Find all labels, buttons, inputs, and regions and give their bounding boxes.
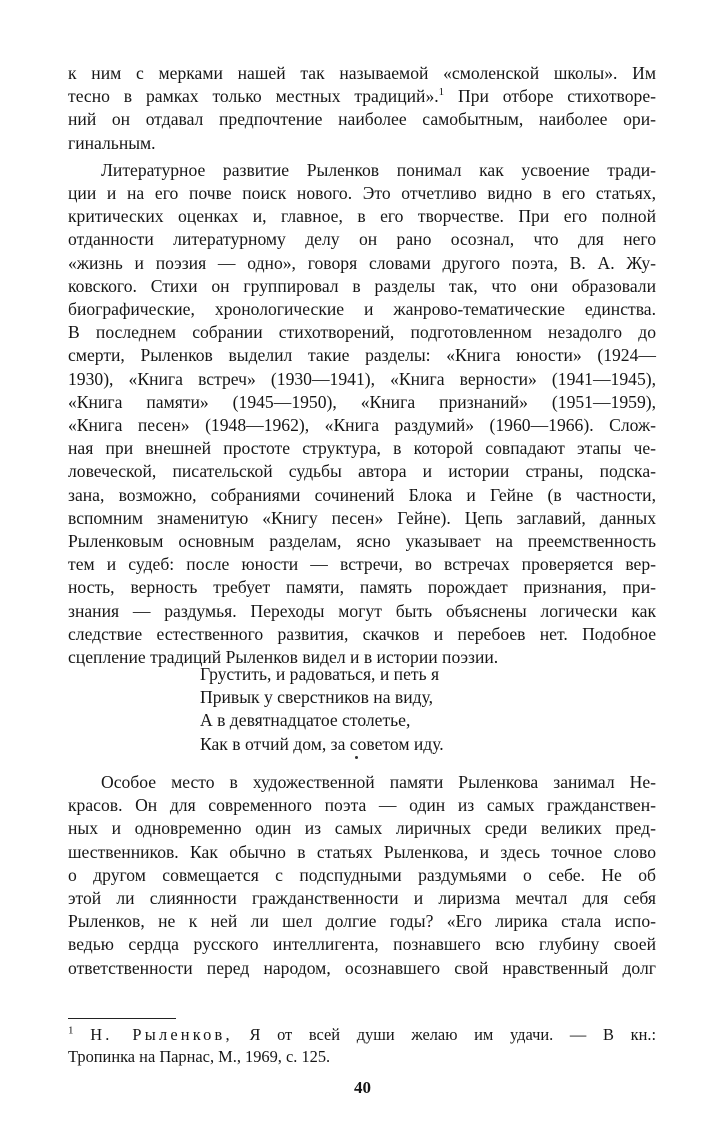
text-line: шественников. Как обычно в статьях Рыленкова, и здесь точное слово [68,841,656,862]
text-line: о другом совмещается с подспудными раздумьями о себе. Не об [68,864,656,885]
text-line: В последнем собрании стихотворений, подготовленном незадолго до [68,322,656,343]
text-line: ний он отдавал предпочтение наиболее самобытным, наиболее ори- [68,109,656,130]
poem-quote [200,663,444,756]
text-line: Особое место в художественной памяти Рыленкова занимал Не- [101,772,656,792]
paragraph-1 [68,62,656,155]
text-line: «Книга песен» (1948—1962), «Книга раздумий» (1960—1966). Слож- [68,415,656,436]
text-line: ответственности перед народом, осознавшего свой нравственный долг [68,957,656,978]
text-line: «жизнь и поэзия — одно», говоря словами другого поэта, В. А. Жу- [68,252,656,273]
text-line: ции и на его почве поиск нового. Это отчетливо видно в его статьях, [68,183,656,204]
text-line: «Книга памяти» (1945—1950), «Книга признаний» (1951—1959), [68,391,656,412]
text-line: ных и одновременно один из самых лиричных среди великих пред- [68,818,656,839]
text-line: Рыленковым основным разделам, ясно указывает на преемственность [68,531,656,552]
text-line: смерти, Рыленков выделил такие разделы: «Книга юности» (1924— [68,345,656,366]
text-line: гинальным. [68,132,156,153]
page-body [68,62,656,669]
footnote [68,1024,656,1067]
text-line: ковского. Стихи он группировал в разделы так, что они образовали [68,275,656,296]
text-line: отданности литературному делу он рано осознал, что для него [68,229,656,250]
text-line: следствие естественного развития, скачков и перебоев нет. Подобное [68,623,656,644]
stray-dot [355,756,358,759]
text-line: ловеческой, писательской судьбы автора и истории страны, подска- [68,461,656,482]
text-line: вспомним знаменитую «Книгу песен» Гейне). Цепь заглавий, данных [68,507,656,528]
text-line: 1930), «Книга встреч» (1930—1941), «Книга верности» (1941—1945), [68,368,656,389]
poem-line: Как в отчий дом, за советом иду. [200,733,444,754]
text-line: знания — раздумья. Переходы могут быть объяснены логически как [68,600,656,621]
text-line: к ним с мерками нашей так называемой «смоленской школы». Им [68,63,656,83]
paragraph-3 [68,771,656,980]
text-line: красов. Он для современного поэта — один из самых гражданствен- [68,795,656,816]
text-line: этой ли слиянности гражданственности и лиризма мечтал для себя [68,888,656,909]
poem-line: Привык у сверстников на виду, [200,687,434,708]
page-body-continued [68,771,656,980]
text-line: ная при внешней простоте структура, в которой совпадают этапы че- [68,438,656,459]
text-line: Рыленков, не к ней ли шел долгие годы? «Его лирика стала испо- [68,911,656,932]
text-line: биографические, хронологические и жанрово-тематические единства. [68,299,656,320]
text-fragment: тесно в рамках только местных традиций». [68,86,439,107]
text-line [68,85,656,108]
text-line: ведью сердца русского интеллигента, познавшего всю глубину своей [68,934,656,955]
footnote-line: Тропинка на Парнас, М., 1969, с. 125. [68,1046,331,1066]
text-line: ность, верность требует памяти, память порождает признания, при- [68,577,656,598]
text-fragment: При отборе стихотворе- [444,86,656,107]
text-line: критических оценках и, главное, в его творчестве. При его полной [68,206,656,227]
page-number: 40 [354,1078,371,1097]
poem-line: Грустить, и радоваться, и петь я [200,664,440,684]
paragraph-2 [68,159,656,669]
footnote-author: Н. Рыленков, [90,1025,233,1044]
text-line: сцепление традиций Рыленков видел и в истории поэзии. [68,647,499,668]
footnote-marker: 1 [68,1024,74,1037]
footnote-ref: 1 [438,86,445,99]
footnote-line [68,1024,656,1046]
footnote-divider [68,1018,176,1019]
poem-line: А в девятнадцатое столетье, [200,710,411,731]
text-line: Литературное развитие Рыленков понимал как усвоение тради- [101,159,656,180]
text-line: тем и судеб: после юности — встречи, во встречах проверяется вер- [68,554,656,575]
text-line: зана, возможно, собраниями сочинений Блока и Гейне (в частности, [68,484,656,505]
footnote-text: Я от всей души желаю им удачи. — В кн.: [232,1025,656,1044]
